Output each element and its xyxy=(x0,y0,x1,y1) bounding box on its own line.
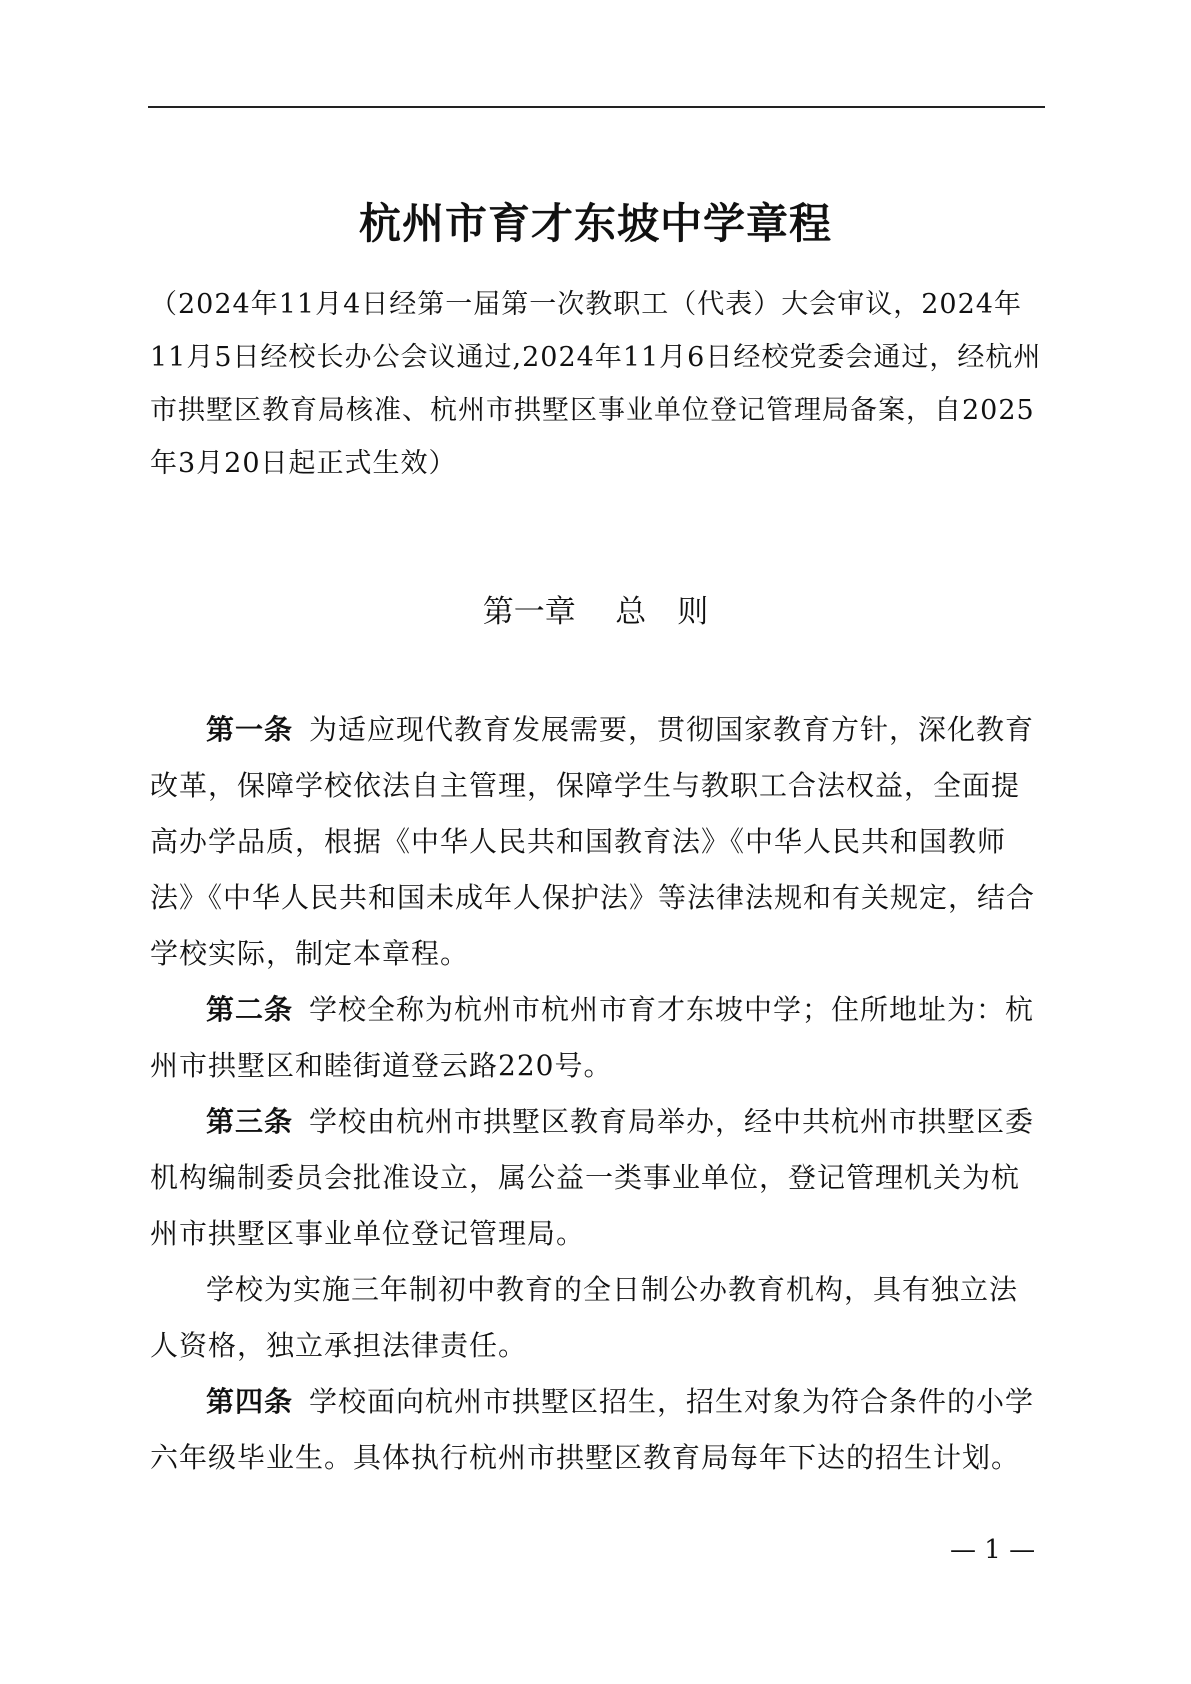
document-title: 杭州市育才东坡中学章程 xyxy=(358,199,832,248)
article-4 xyxy=(150,1374,1045,1486)
article-text: 学校为实施三年制初中教育的全日制公办教育机构，具有独立法人资格，独立承担法律责任。 xyxy=(150,1273,1019,1362)
article-label: 第三条 xyxy=(206,1105,294,1138)
page-number: — 1 — xyxy=(950,1535,1036,1565)
article-text: 学校由杭州市拱墅区教育局举办，经中共杭州市拱墅区委机构编制委员会批准设立，属公益一类事业单位，登记管理机关为杭州市拱墅区事业单位登记管理局。 xyxy=(150,1105,1035,1250)
article-text: 学校面向杭州市拱墅区招生，招生对象为符合条件的小学六年级毕业生。具体执行杭州市拱墅区教育局每年下达的招生计划。 xyxy=(150,1385,1035,1474)
article-list xyxy=(150,702,1045,1486)
header-rule xyxy=(148,106,1045,108)
chapter-heading xyxy=(0,590,1191,634)
article-label: 第二条 xyxy=(206,993,294,1026)
article-3 xyxy=(150,1094,1045,1262)
article-label: 第一条 xyxy=(206,713,294,746)
chapter-name: 总 则 xyxy=(615,594,709,630)
article-label: 第四条 xyxy=(206,1385,294,1418)
article-text: 学校全称为杭州市杭州市育才东坡中学；住所地址为：杭州市拱墅区和睦街道登云路220号。 xyxy=(150,993,1035,1082)
chapter-number: 第一章 xyxy=(482,594,576,630)
article-text: 为适应现代教育发展需要，贯彻国家教育方针，深化教育改革，保障学校依法自主管理，保障学生与教职工合法权益，全面提高办学品质，根据《中华人民共和国教育法》《中华人民共和国教师法》《中华人民共和国未成年人保护法》等法律法规和有关规定，结合学校实际，制定本章程。 xyxy=(150,713,1036,970)
article-1 xyxy=(150,702,1045,982)
approval-note: （2024年11月4日经第一届第一次教职工（代表）大会审议，2024年11月5日经校长办公会议通过,2024年11月6日经校党委会通过，经杭州市拱墅区教育局核准、杭州市拱墅区事业单位登记管理局备案，自2025年3月20日起正式生效） xyxy=(150,289,1042,479)
article-3-paragraph-2 xyxy=(150,1262,1045,1374)
article-2 xyxy=(150,982,1045,1094)
